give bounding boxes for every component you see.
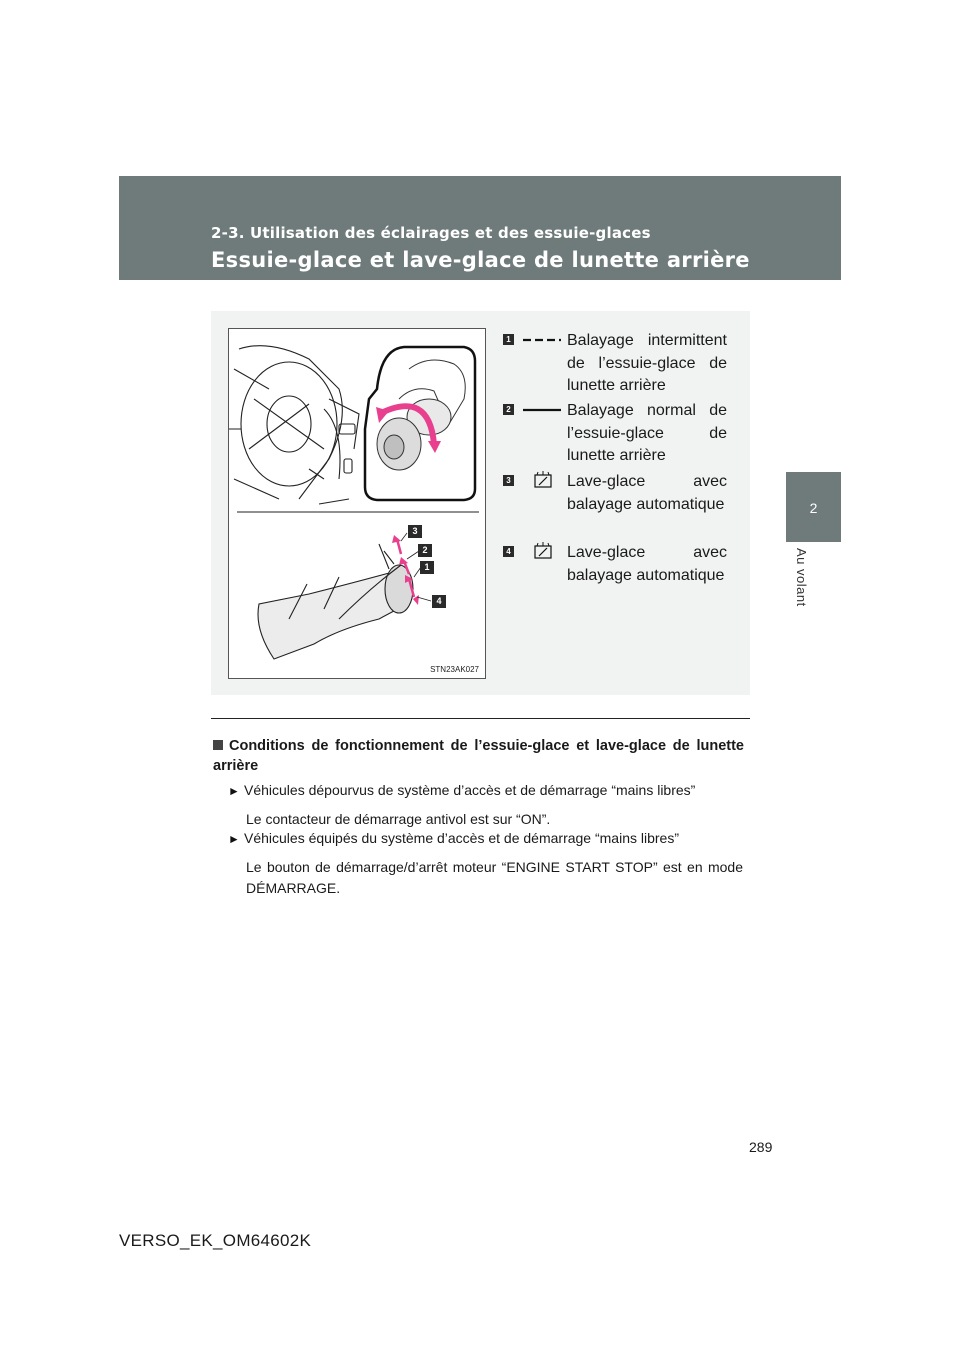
legend-number: 2: [503, 404, 514, 415]
legend-text: Balayage intermittent de l’essuie-glace de lunette arrière: [567, 332, 727, 394]
page-title: Essuie-glace et lave-glace de lunette arrière: [211, 248, 750, 272]
legend-text: Lave-glace avec balayage automatique: [567, 473, 727, 513]
square-bullet-icon: [213, 740, 223, 750]
conditions-title: [213, 736, 744, 776]
page-number: 289: [749, 1139, 773, 1155]
illustration-drawing: [229, 329, 485, 678]
chapter-label: Au volant: [794, 548, 809, 607]
triangle-bullet-icon: ►: [228, 784, 240, 798]
conditions-title-text: Conditions de fonctionnement de l’essuie-glace et lave-glace de lunette arrière: [213, 738, 744, 774]
condition-text-2: Le bouton de démarrage/d’arrêt moteur “ENGINE START STOP” est en mode DÉMARRAGE.: [246, 859, 743, 896]
dashed-line-icon: [521, 330, 563, 350]
callout-4: 4: [432, 595, 446, 608]
condition-heading-2: [228, 828, 748, 849]
section-divider: [211, 718, 750, 719]
chapter-tab[interactable]: [786, 472, 841, 542]
condition-heading-text: Véhicules équipés du système d’accès et de démarrage “mains libres”: [244, 830, 679, 846]
condition-text-1: Le contacteur de démarrage antivol est sur “ON”.: [246, 811, 551, 827]
legend-number: 3: [503, 475, 514, 486]
rear-washer-icon: [521, 471, 563, 491]
legend-number: 1: [503, 334, 514, 345]
callout-1: 1: [420, 561, 434, 574]
chapter-number: 2: [809, 500, 818, 516]
condition-heading-text: Véhicules dépourvus de système d’accès et de démarrage “mains libres”: [244, 782, 696, 798]
triangle-bullet-icon: ►: [228, 832, 240, 846]
callout-3: 3: [408, 525, 422, 538]
legend-text: Balayage normal de l’essuie-glace de lunette arrière: [567, 402, 727, 464]
section-header: [119, 176, 841, 280]
solid-line-icon: [521, 400, 563, 420]
condition-heading-1: [228, 780, 748, 801]
document-code: VERSO_EK_OM64602K: [119, 1231, 312, 1250]
rear-washer-icon: [521, 542, 563, 562]
section-heading: 2-3. Utilisation des éclairages et des essuie-glaces: [211, 224, 651, 242]
legend-text: Lave-glace avec balayage automatique: [567, 544, 727, 584]
wiper-lever-illustration: [228, 328, 486, 679]
figure-code: STN23AK027: [430, 665, 479, 674]
callout-2: 2: [418, 544, 432, 557]
legend-number: 4: [503, 546, 514, 557]
